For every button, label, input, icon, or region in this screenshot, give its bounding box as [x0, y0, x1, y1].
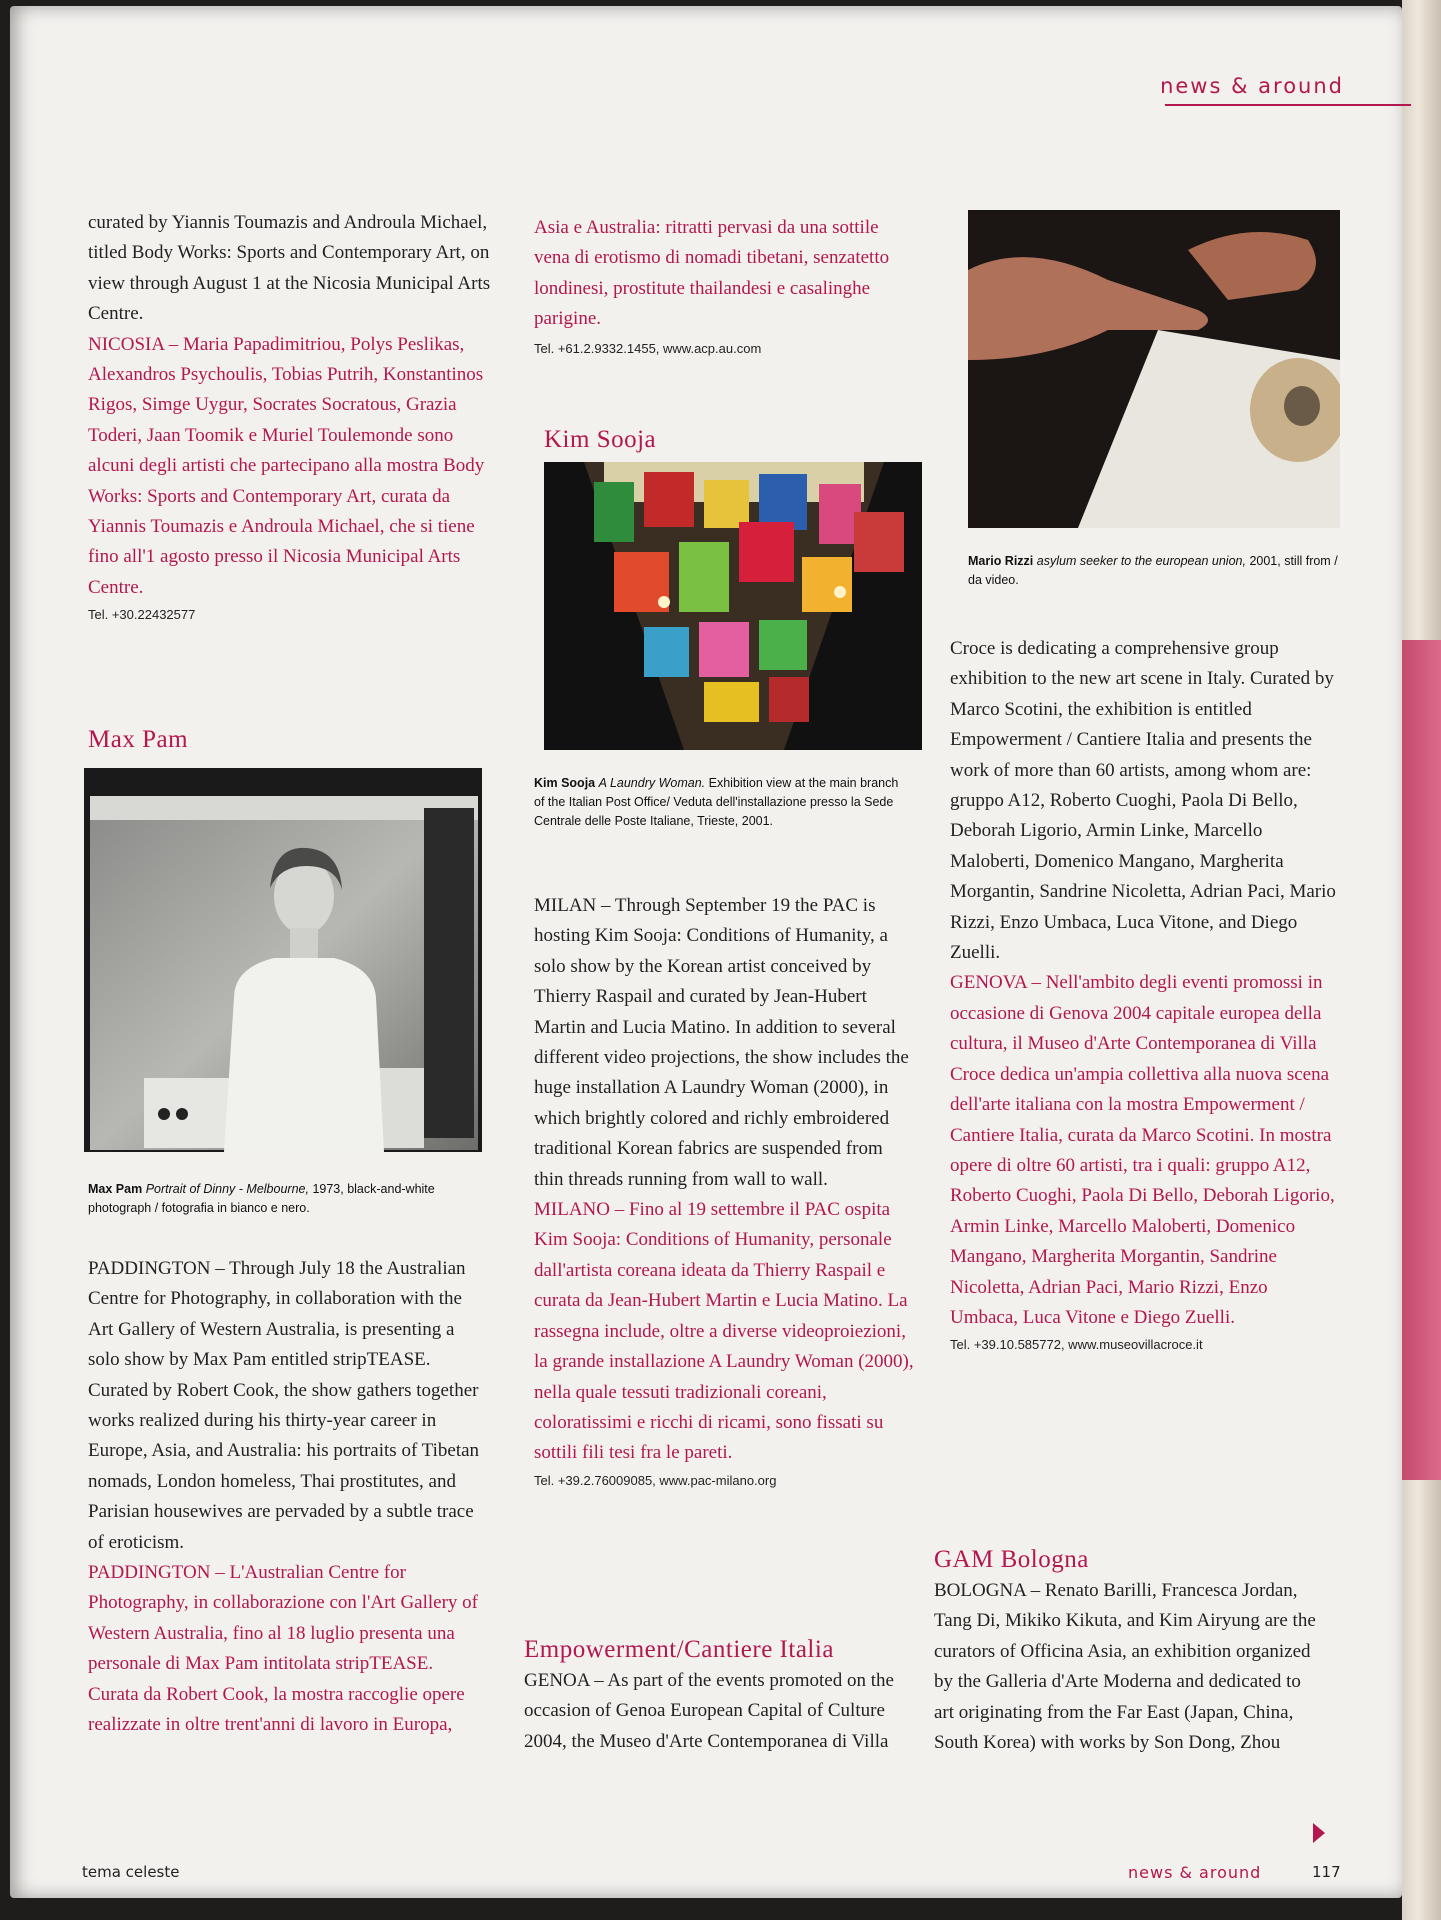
photo-kim-sooja-image — [544, 462, 922, 750]
column-2-top — [534, 213, 904, 356]
footer-magazine: tema celeste — [82, 1863, 180, 1881]
caption-kim-sooja — [534, 774, 904, 831]
tel-pac: Tel. +39.2.76009085, www.pac-milano.org — [534, 1472, 777, 1488]
heading-gam-bologna: GAM Bologna — [934, 1546, 1089, 1573]
caption-artist: Mario Rizzi — [968, 554, 1034, 568]
continue-arrow-icon — [1313, 1823, 1325, 1843]
cont-it: Asia e Australia: ritratti pervasi da una sottile vena di erotismo di nomadi tibetani, senzatetto londinesi, prostitute thailandesi e casalinghe parigine. — [534, 217, 890, 330]
body-en-croce: Croce is dedicating a comprehensive group exhibition to the new art scene in Italy. Curated by Marco Scotini, the exhibition is entitled Empowerment / Cantiere Italia and presents the work of more than 60 artists, among whom are: gruppo A12, Roberto Cuoghi, Paola Di Bello, Deborah Ligorio, Armin Linke, Marcello Maloberti, Domenico Mangano, Margherita Morgantin, Sandrine Nicoletta, Adrian Paci, Mario Rizzi, Enzo Umbaca, Luca Vitone, and Diego Zuelli. — [950, 638, 1336, 964]
heading-kim-sooja: Kim Sooja — [544, 426, 657, 453]
caption-title: Portrait of Dinny - Melbourne, — [145, 1182, 309, 1196]
caption-rest: 2001, still from / da video. — [968, 554, 1338, 587]
heading-empowerment: Empowerment/Cantiere Italia — [524, 1636, 834, 1663]
caption-max-pam — [88, 1180, 488, 1218]
tel-acp: Tel. +61.2.9332.1455, www.acp.au.com — [534, 340, 762, 356]
empowerment-body — [950, 634, 1338, 1352]
empowerment-section — [524, 1636, 904, 1757]
caption-rest: Exhibition view at the main branch of the Italian Post Office/ Veduta dell'installazione presso la Sede Centrale delle Poste Italiane, Trieste, 2001. — [534, 776, 899, 828]
caption-title: asylum seeker to the european union, — [1036, 554, 1246, 568]
tel-nicosia: Tel. +30.22432577 — [88, 607, 196, 623]
tel-villa-croce: Tel. +39.10.585772, www.museovillacroce.it — [950, 1337, 1203, 1353]
kim-sooja-heading-wrap — [544, 426, 656, 454]
body-it-paddington: PADDINGTON – L'Australian Centre for Photography, in collaborazione con l'Art Gallery of Western Australia, fino al 18 luglio presenta una personale di Max Pam intitolata stripTEASE. Curata da Robert Cook, la mostra raccoglie opere realizzate in oltre trent'anni di lavoro in Europa, — [88, 1562, 478, 1736]
body-en-paddington: PADDINGTON – Through July 18 the Australian Centre for Photography, in collaboration with the Art Gallery of Western Australia, is presenting a solo show by Max Pam entitled stripTEASE. Curated by Robert Cook, the show gathers together works realized during his thirty-year career in Europe, Asia, and Australia: his portraits of Tibetan nomads, London homeless, Thai prostitutes, and Parisian housewives are pervaded by a subtle trace of eroticism. — [88, 1258, 480, 1553]
photo-mario-rizzi — [968, 210, 1340, 528]
photo-kim-sooja — [544, 462, 922, 750]
body-en-milan: MILAN – Through September 19 the PAC is hosting Kim Sooja: Conditions of Humanity, a solo show by the Korean artist conceived by Thierry Raspail and curated by Jean-Hubert Martin and Lucia Matino. In addition to several different video projections, the show includes the huge installation A Laundry Woman (2000), in which brightly colored and richly embroidered traditional Korean fabrics are suspended from thin threads running from wall to wall. — [534, 895, 909, 1190]
caption-artist: Max Pam — [88, 1182, 143, 1196]
kim-sooja-body — [534, 891, 914, 1488]
gam-section — [934, 1546, 1324, 1758]
caption-mario-rizzi — [968, 552, 1340, 590]
magazine-page — [10, 6, 1402, 1898]
max-pam-heading-wrap — [88, 726, 188, 754]
caption-artist: Kim Sooja — [534, 776, 596, 790]
page-number: 117 — [1312, 1863, 1341, 1881]
body-en-genoa: GENOA – As part of the events promoted on the occasion of Genoa European Capital of Culture 2004, the Museo d'Arte Contemporanea di Villa — [524, 1670, 894, 1752]
body-en-bologna: BOLOGNA – Renato Barilli, Francesca Jordan, Tang Di, Mikiko Kikuta, and Kim Airyung are the curators of Officina Asia, an exhibition organized by the Galleria d'Arte Moderna and dedicated to art originating from the Far East (Japan, China, South Korea) with works by Son Dong, Zhou — [934, 1580, 1316, 1754]
photo-max-pam-image — [84, 768, 482, 1152]
footer-section: news & around — [1128, 1863, 1262, 1882]
photo-mario-rizzi-image — [968, 210, 1340, 528]
body-it-milano: MILANO – Fino al 19 settembre il PAC ospita Kim Sooja: Conditions of Humanity, personale dall'artista coreana ideata da Thierry Raspail e curata da Jean-Hubert Martin e Lucia Matino. La rassegna include, oltre a diverse videoproiezioni, la grande installazione A Laundry Woman (2000), nella quale tessuti tradizionali coreani, coloratissimi e ricchi di ricami, sono fissati su sottili fili tesi fra le pareti. — [534, 1199, 914, 1464]
photo-max-pam — [84, 768, 482, 1152]
heading-max-pam: Max Pam — [88, 726, 189, 753]
section-tag: news & around — [1160, 74, 1344, 98]
next-page-pink-edge — [1402, 640, 1441, 1480]
body-it-genova: GENOVA – Nell'ambito degli eventi promossi in occasione di Genova 2004 capitale europea della cultura, il Museo d'Arte Contemporanea di Villa Croce dedica un'ampia collettiva alla nuova scena dell'arte italiana con la mostra Empowerment / Cantiere Italia, curata da Marco Scotini. In mostra opere di oltre 60 artisti, tra i quali: gruppo A12, Roberto Cuoghi, Paola Di Bello, Deborah Ligorio, Armin Linke, Marcello Maloberti, Domenico Mangano, Margherita Morgantin, Sandrine Nicoletta, Adrian Paci, Mario Rizzi, Enzo Umbaca, Luca Vitone e Diego Zuelli. — [950, 972, 1335, 1328]
section-rule — [1165, 104, 1411, 106]
intro-en: curated by Yiannis Toumazis and Androula Michael, titled Body Works: Sports and Contemporary Art, on view through August 1 at the Nicosia Municipal Arts Centre. — [88, 212, 491, 325]
caption-rest: 1973, black-and-white photograph / fotografia in bianco e nero. — [88, 1182, 435, 1215]
column-1 — [88, 208, 498, 622]
caption-title: A Laundry Woman. — [598, 776, 706, 790]
intro-it: NICOSIA – Maria Papadimitriou, Polys Peslikas, Alexandros Psychoulis, Tobias Putrih, Konstantinos Rigos, Simge Uygur, Socrates Socratous, Grazia Toderi, Jaan Toomik e Muriel Toulemonde sono alcuni degli artisti che partecipano alla mostra Body Works: Sports and Contemporary Art, curata da Yiannis Toumazis e Androula Michael, che si tiene fino all'1 agosto presso il Nicosia Municipal Arts Centre. — [88, 333, 485, 598]
max-pam-body — [88, 1254, 488, 1741]
